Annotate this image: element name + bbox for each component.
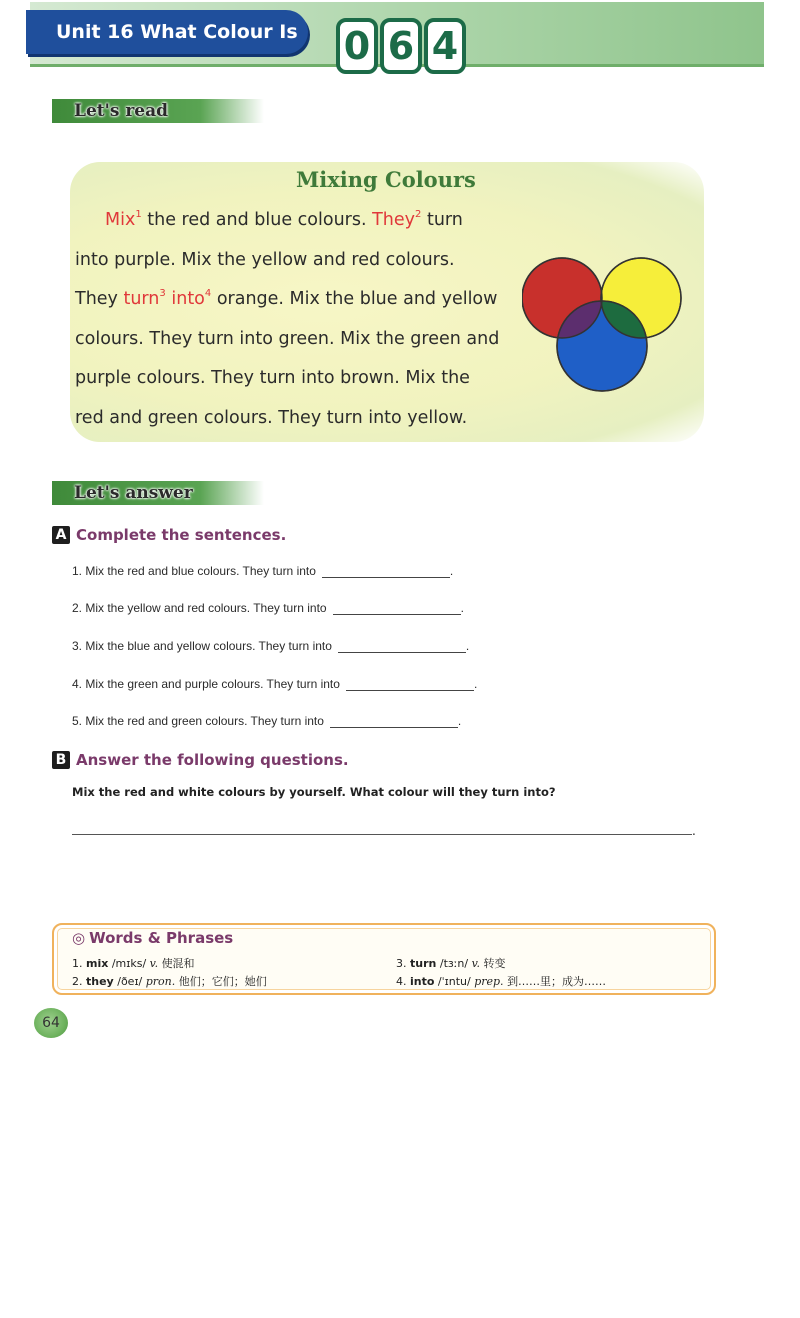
footnote-number: 1 [135, 209, 142, 220]
page-code-digit: 0 [336, 18, 378, 74]
vocab-num: 4. [396, 975, 407, 988]
sentence-item: 2. Mix the yellow and red colours. They turn into . [72, 601, 464, 615]
section-tag-lets-answer: Let's answer [52, 481, 264, 505]
sentence-text: 4. Mix the green and purple colours. They turn into [72, 677, 340, 691]
passage-text: They [75, 289, 124, 309]
vocab-entry [72, 973, 267, 989]
vocab-num: 2. [72, 975, 83, 988]
passage-line [75, 359, 515, 399]
passage-line [75, 241, 515, 281]
footnote-number: 3 [159, 288, 166, 299]
sentence-item: 3. Mix the blue and yellow colours. They turn into . [72, 639, 470, 653]
passage-line [75, 320, 515, 360]
highlighted-word: turn [123, 289, 160, 309]
vocab-word: mix [86, 957, 109, 970]
sentence-text: 3. Mix the blue and yellow colours. They turn into [72, 639, 332, 653]
highlighted-word: They [372, 210, 416, 230]
activity-b-label: B [52, 751, 70, 769]
sentence-text: 2. Mix the yellow and red colours. They turn into [72, 601, 327, 615]
vocab-num: 3. [396, 957, 407, 970]
vocab-word: turn [410, 957, 437, 970]
sentence-item: 5. Mix the red and green colours. They turn into . [72, 714, 462, 728]
page-code-digit: 6 [380, 18, 422, 74]
activity-b-title: Answer the following questions. [76, 751, 349, 769]
activity-a-label: A [52, 526, 70, 544]
passage-text: the red and blue colours. [141, 210, 373, 230]
sentence-item: 4. Mix the green and purple colours. They turn into . [72, 677, 478, 691]
section-tag-lets-read: Let's read [52, 99, 264, 123]
passage-text: orange. Mix the blue and yellow [211, 289, 498, 309]
vocab-pos: pron. [145, 975, 176, 988]
vocab-meaning: 使混和 [161, 957, 195, 970]
activity-b-heading [52, 751, 349, 769]
page-code [336, 18, 466, 70]
passage-text: colours. They turn into green. Mix the green and [75, 328, 500, 349]
footnote-number: 4 [204, 288, 212, 299]
passage-line [75, 201, 515, 241]
answer-blank[interactable] [322, 565, 450, 578]
vocab-ipa: /tɜːn/ [439, 957, 469, 970]
reading-title: Mixing Colours [296, 167, 476, 192]
vocab-word: they [86, 975, 114, 988]
sentence-item: 1. Mix the red and blue colours. They turn into . [72, 564, 454, 578]
target-icon: ◎ [72, 929, 86, 947]
passage-text: turn [421, 210, 463, 230]
passage-text: into purple. Mix the yellow and red colours. [75, 249, 455, 270]
vocab-num: 1. [72, 957, 83, 970]
answer-blank[interactable] [333, 602, 461, 615]
page-number: 64 [34, 1008, 68, 1038]
passage-line [75, 399, 515, 439]
sentence-text: 5. Mix the red and green colours. They turn into [72, 714, 324, 728]
sentence-text: 1. Mix the red and blue colours. They turn into [72, 564, 316, 578]
passage-text: purple colours. They turn into brown. Mix the [75, 368, 470, 388]
vocab-ipa: /ˈɪntu/ [437, 975, 471, 988]
answer-blank[interactable] [330, 715, 458, 728]
vocab-entry [396, 973, 606, 989]
vocab-entry [72, 955, 195, 971]
highlighted-word: into [171, 289, 205, 309]
answer-blank[interactable] [338, 640, 466, 653]
vocab-pos: prep. [474, 975, 504, 988]
answer-blank[interactable] [346, 678, 474, 691]
vocab-meaning: 转变 [483, 957, 506, 970]
unit-title: Unit 16 What Colour Is It? [26, 10, 308, 54]
activity-a-heading [52, 526, 286, 544]
color-mixing-venn-diagram [522, 248, 686, 396]
answer-line[interactable] [72, 834, 692, 835]
activity-b-question: Mix the red and white colours by yourself. What colour will they turn into? [72, 785, 556, 799]
vocab-entry [396, 955, 506, 971]
answer-line-period: . [692, 824, 696, 838]
passage-line [75, 280, 515, 320]
words-phrases-title-text: Words & Phrases [89, 929, 234, 947]
vocab-ipa: /ðeɪ/ [117, 975, 143, 988]
vocab-word: into [410, 975, 435, 988]
vocab-pos: v. [149, 957, 159, 970]
activity-a-title: Complete the sentences. [76, 526, 287, 544]
highlighted-word: Mix [105, 210, 136, 230]
passage-text: red and green colours. They turn into yellow. [75, 407, 468, 428]
reading-passage [75, 201, 515, 438]
page-code-digit: 4 [424, 18, 466, 74]
vocab-meaning: 他们；它们；她们 [178, 975, 267, 988]
vocab-meaning: 到……里；成为…… [507, 975, 607, 988]
vocab-ipa: /mɪks/ [111, 957, 147, 970]
words-phrases-title [72, 929, 233, 947]
vocab-pos: v. [471, 957, 481, 970]
footnote-number: 2 [415, 209, 422, 220]
